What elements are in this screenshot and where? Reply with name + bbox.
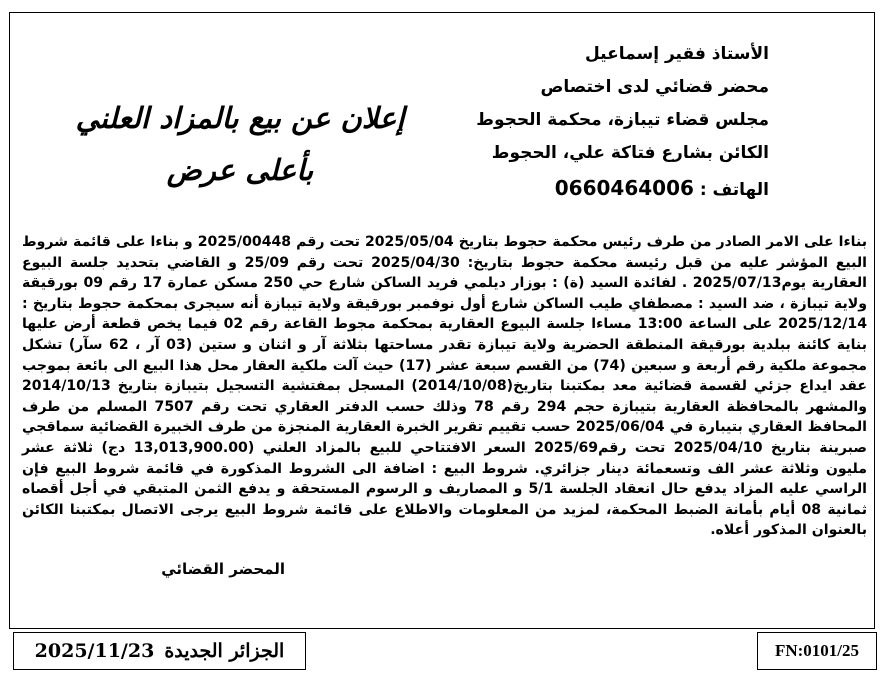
- signature: المحضر القضائي: [161, 560, 285, 578]
- publication-date: 2025/11/23: [34, 640, 155, 662]
- bailiff-name: الأستاذ فقير إسماعيل: [584, 44, 769, 64]
- announcement-title: [50, 92, 430, 196]
- court-name: مجلس قضاء تيبازة، محكمة الحجوط: [476, 110, 769, 130]
- office-address: الكائن بشارع فتاكة علي، الحجوط: [491, 143, 769, 163]
- newspaper-box: [13, 632, 306, 670]
- newspaper-name: الجزائر الجديدة: [164, 640, 285, 662]
- announcement-body: بناءا على الامر الصادر من طرف رئيس محكمة حجوط بتاريخ 2025/05/04 تحت رقم 2025/00448 و بناءا على قائمة شروط البيع المؤشر عليه من قبل رئيسة محكمة حجوط بتاريخ: 2025/04/30 تحت رقم 25/09 و القاضي بتحديد جلسة البيوع العقارية يوم2025/07/13 . لفائدة السيد (ة) : بوزار ديلمي فريد الساكن شارع حي 250 مسكن عمارة 17 رقم 09 بورقيقة ولاية تيبازة ، ضد السيد : مصطفاي طيب الساكن شارع أول نوفمبر بورقيقة ولاية تيبازة أنه سيجرى بمحكمة حجوط بتاريخ : 2025/12/14 على الساعة 13:00 مساءا جلسة البيوع العقارية بمحكمة مجوط القاعة رقم 02 فيما يخص قطعة أرض عليها بناية كائنة ببلدية بورقيقة المنطقة الحضرية ولاية تيبازة تقدر مساحتها بثلاثة آر و اثنان و ستين (03 آر ، 62 سآر) تشكل مجموعة ملكية رقم أربعة و سبعين (74) من القسم سبعة عشر (17) حيث آلت ملكية العقار محل هذا البيع الى بائعة بموجب عقد ايداع جزئي لقسمة قضائية معد بمكتبنا بتاريخ(2014/10/08) المسجل بمفتشية التسجيل بتيبازة بتاريخ 2014/10/13 والمشهر بالمحافظة العقارية بتيبازة حجم 294 رقم 78 وذلك حسب الدفتر العقاري تحت رقم 7507 المسلم من طرف المحافظ العقاري بتيبارة في 2025/06/04 حسب تقييم تقرير الخبرة العقارية المنجزة من طرف الخبيرة القضائية سماقجي صبرينة بتاريخ 2025/04/10 تحت رقم2025/69 السعر الافتتاحي للبيع بالمزاد العلني (13,013,900.00 دج) ثلاثة عشر مليون وثلاثة عشر الف وتسعمائة دينار جزائري. شروط البيع : اضافة الى الشروط المذكورة في قائمة شروط البيع فإن الراسي عليه المزاد يدفع حال انعقاد الجلسة 5/1 و المصاريف و الرسوم المستحقة و يدفع الثمن المتبقي في أجل أقصاه ثمانية 08 أيام بأمانة الضبط المحكمة، لمزيد من المعلومات والاطلاع على قائمة شروط البيع يرجى الاتصال بمكتبنا الكائن بالعنوان المذكور أعلاه.: [22, 234, 868, 539]
- bailiff-title: محضر قضائي لدى اختصاص: [540, 77, 769, 97]
- reference-number: FN:0101/25: [774, 641, 860, 660]
- announcement-title-line2: بأعلى عرض: [166, 153, 314, 187]
- phone-number: 0660464006: [554, 176, 694, 200]
- announcement-title-line1: إعلان عن بيع بالمزاد العلني: [75, 101, 405, 135]
- reference-box: [757, 632, 877, 670]
- phone-label: الهاتف :: [699, 180, 769, 200]
- bailiff-header: [439, 38, 769, 208]
- phone-line: [439, 170, 769, 208]
